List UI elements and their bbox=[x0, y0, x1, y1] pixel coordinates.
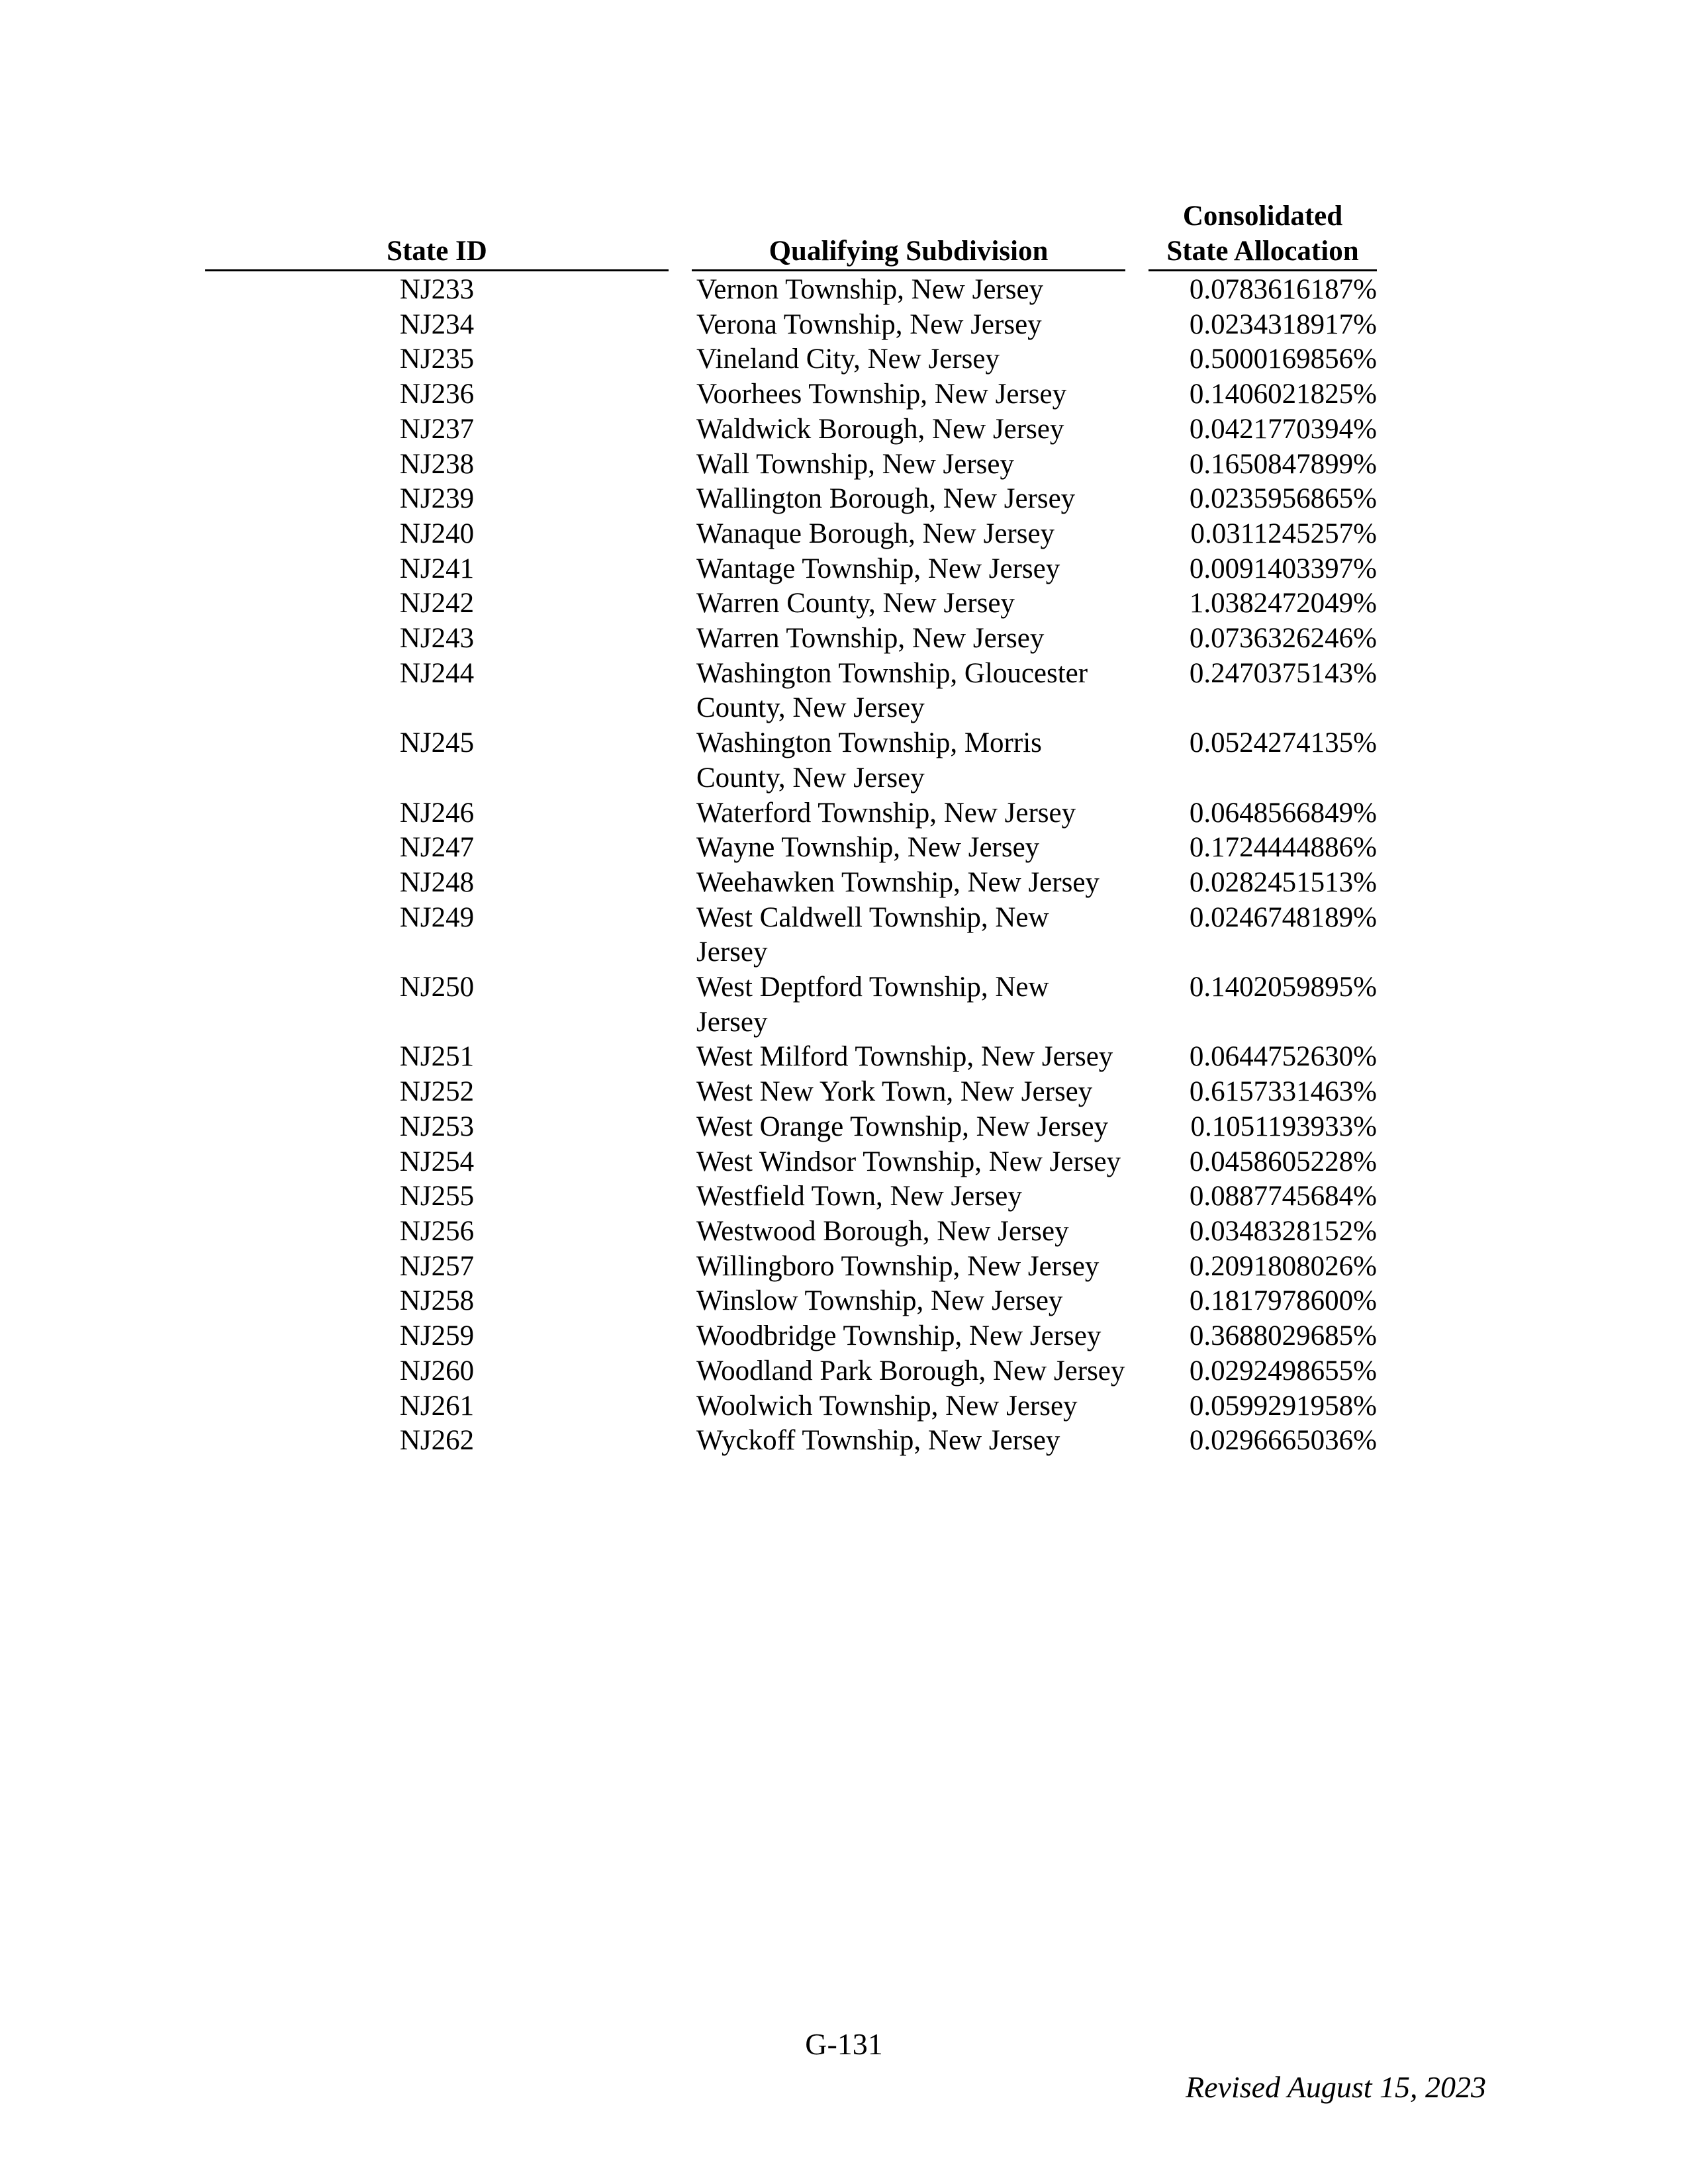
subdivision-cell: Wall Township, New Jersey bbox=[696, 448, 1014, 480]
table-row bbox=[0, 1250, 1688, 1285]
table-row bbox=[0, 1075, 1688, 1110]
allocation-cell: 0.0599291958% bbox=[1189, 1390, 1377, 1422]
state-id-cell: NJ257 bbox=[399, 1250, 475, 1282]
state-id-cell: NJ245 bbox=[399, 727, 475, 759]
header-allocation-line2: State Allocation bbox=[1166, 236, 1359, 267]
table-row bbox=[0, 1110, 1688, 1145]
table-row bbox=[0, 1040, 1688, 1075]
allocation-cell: 0.1406021825% bbox=[1189, 379, 1377, 410]
table-row bbox=[0, 412, 1688, 447]
state-id-cell: NJ246 bbox=[399, 797, 475, 829]
allocation-cell: 0.0348328152% bbox=[1189, 1215, 1377, 1247]
header-rule-state-id bbox=[205, 269, 669, 271]
state-id-cell: NJ253 bbox=[399, 1111, 475, 1142]
subdivision-cell: Wantage Township, New Jersey bbox=[696, 553, 1060, 584]
state-id-cell: NJ239 bbox=[399, 483, 475, 515]
allocation-cell: 0.0235956865% bbox=[1189, 483, 1377, 515]
table-row bbox=[0, 796, 1688, 831]
allocation-cell: 0.2470375143% bbox=[1189, 657, 1377, 689]
allocation-cell: 0.0091403397% bbox=[1189, 553, 1377, 584]
subdivision-cell: Woodbridge Township, New Jersey bbox=[696, 1320, 1102, 1352]
state-id-cell: NJ243 bbox=[399, 623, 475, 655]
state-id-cell: NJ256 bbox=[399, 1215, 475, 1247]
subdivision-cell: Westwood Borough, New Jersey bbox=[696, 1215, 1069, 1247]
table-row bbox=[0, 482, 1688, 517]
table-row bbox=[0, 1214, 1688, 1250]
subdivision-cell: Woolwich Township, New Jersey bbox=[696, 1390, 1078, 1422]
subdivision-cell: Warren County, New Jersey bbox=[696, 588, 1015, 619]
header-rule-allocation bbox=[1149, 269, 1377, 271]
allocation-cell: 0.0282451513% bbox=[1189, 866, 1377, 898]
subdivision-cell: West Windsor Township, New Jersey bbox=[696, 1146, 1121, 1177]
subdivision-cell: Weehawken Township, New Jersey bbox=[696, 866, 1100, 898]
state-id-cell: NJ251 bbox=[399, 1041, 475, 1073]
state-id-cell: NJ244 bbox=[399, 657, 475, 689]
allocation-cell: 0.1650847899% bbox=[1189, 448, 1377, 480]
subdivision-cell: Wallington Borough, New Jersey bbox=[696, 483, 1076, 515]
state-id-cell: NJ236 bbox=[399, 379, 475, 410]
subdivision-cell: Warren Township, New Jersey bbox=[696, 623, 1045, 655]
subdivision-cell: Wanaque Borough, New Jersey bbox=[696, 518, 1055, 549]
revision-date: Revised August 15, 2023 bbox=[1186, 2070, 1486, 2104]
allocation-cell: 0.0644752630% bbox=[1189, 1041, 1377, 1073]
subdivision-cell: Winslow Township, New Jersey bbox=[696, 1285, 1063, 1317]
table-row bbox=[0, 831, 1688, 866]
allocation-cell: 0.1402059895% bbox=[1189, 972, 1377, 1003]
subdivision-cell: West Caldwell Township, New Jersey bbox=[696, 901, 1049, 968]
state-id-cell: NJ234 bbox=[399, 308, 475, 340]
state-id-cell: NJ249 bbox=[399, 901, 475, 933]
subdivision-cell: Washington Township, Gloucester County, New Jersey bbox=[696, 657, 1088, 724]
allocation-cell: 0.0421770394% bbox=[1189, 413, 1377, 445]
allocation-cell: 0.0311245257% bbox=[1190, 518, 1377, 549]
state-id-cell: NJ247 bbox=[399, 832, 475, 864]
allocation-table-body bbox=[0, 273, 1688, 1459]
allocation-cell: 0.0458605228% bbox=[1189, 1146, 1377, 1177]
allocation-cell: 0.5000169856% bbox=[1189, 343, 1377, 375]
allocation-cell: 0.0783616187% bbox=[1189, 274, 1377, 305]
table-row bbox=[0, 1389, 1688, 1424]
table-row bbox=[0, 273, 1688, 308]
table-row bbox=[0, 1319, 1688, 1354]
header-consolidated-state-allocation bbox=[1149, 199, 1377, 269]
table-row bbox=[0, 901, 1688, 970]
subdivision-cell: Wayne Township, New Jersey bbox=[696, 832, 1040, 864]
allocation-cell: 0.0736326246% bbox=[1189, 623, 1377, 655]
subdivision-cell: West Orange Township, New Jersey bbox=[696, 1111, 1109, 1142]
header-rule-subdivision bbox=[692, 269, 1125, 271]
allocation-cell: 0.3688029685% bbox=[1189, 1320, 1377, 1352]
page-number: G-131 bbox=[805, 2027, 883, 2061]
state-id-cell: NJ262 bbox=[399, 1425, 475, 1457]
state-id-cell: NJ242 bbox=[399, 588, 475, 619]
table-row bbox=[0, 1145, 1688, 1180]
state-id-cell: NJ252 bbox=[399, 1076, 475, 1108]
table-row bbox=[0, 1354, 1688, 1389]
subdivision-cell: Westfield Town, New Jersey bbox=[696, 1181, 1022, 1212]
table-row bbox=[0, 586, 1688, 621]
state-id-cell: NJ240 bbox=[399, 518, 475, 549]
allocation-cell: 0.2091808026% bbox=[1189, 1250, 1377, 1282]
allocation-cell: 0.0887745684% bbox=[1189, 1181, 1377, 1212]
state-id-cell: NJ233 bbox=[399, 274, 475, 305]
subdivision-cell: Waldwick Borough, New Jersey bbox=[696, 413, 1064, 445]
subdivision-cell: West Milford Township, New Jersey bbox=[696, 1041, 1113, 1073]
table-row bbox=[0, 552, 1688, 587]
header-allocation-line1: Consolidated bbox=[1182, 201, 1343, 232]
state-id-cell: NJ241 bbox=[399, 553, 475, 584]
subdivision-cell: Voorhees Township, New Jersey bbox=[696, 379, 1067, 410]
allocation-cell: 0.0648566849% bbox=[1189, 797, 1377, 829]
state-id-cell: NJ235 bbox=[399, 343, 475, 375]
allocation-cell: 0.0246748189% bbox=[1189, 901, 1377, 933]
allocation-cell: 0.0234318917% bbox=[1189, 308, 1377, 340]
state-id-cell: NJ254 bbox=[399, 1146, 475, 1177]
state-id-cell: NJ238 bbox=[399, 448, 475, 480]
subdivision-cell: Wyckoff Township, New Jersey bbox=[696, 1425, 1060, 1457]
state-id-cell: NJ258 bbox=[399, 1285, 475, 1317]
state-id-cell: NJ259 bbox=[399, 1320, 475, 1352]
table-row bbox=[0, 377, 1688, 412]
state-id-cell: NJ248 bbox=[399, 866, 475, 898]
subdivision-cell: Vernon Township, New Jersey bbox=[696, 274, 1044, 305]
table-row bbox=[0, 1424, 1688, 1459]
subdivision-cell: Willingboro Township, New Jersey bbox=[696, 1250, 1100, 1282]
subdivision-cell: Washington Township, Morris County, New Jersey bbox=[696, 727, 1042, 794]
table-row bbox=[0, 970, 1688, 1040]
state-id-cell: NJ255 bbox=[399, 1181, 475, 1212]
table-row bbox=[0, 1179, 1688, 1214]
table-row bbox=[0, 1284, 1688, 1319]
table-row bbox=[0, 657, 1688, 726]
header-qualifying-subdivision: Qualifying Subdivision bbox=[769, 236, 1049, 267]
subdivision-cell: West New York Town, New Jersey bbox=[696, 1076, 1093, 1108]
state-id-cell: NJ237 bbox=[399, 413, 475, 445]
state-id-cell: NJ260 bbox=[399, 1355, 475, 1387]
allocation-cell: 0.0296665036% bbox=[1189, 1425, 1377, 1457]
state-id-cell: NJ250 bbox=[399, 972, 475, 1003]
subdivision-cell: Verona Township, New Jersey bbox=[696, 308, 1042, 340]
table-row bbox=[0, 866, 1688, 901]
table-row bbox=[0, 447, 1688, 482]
allocation-cell: 0.1817978600% bbox=[1189, 1285, 1377, 1317]
allocation-cell: 1.0382472049% bbox=[1189, 588, 1377, 619]
table-row bbox=[0, 726, 1688, 796]
allocation-cell: 0.1724444886% bbox=[1189, 832, 1377, 864]
subdivision-cell: West Deptford Township, New Jersey bbox=[696, 972, 1049, 1038]
table-row bbox=[0, 308, 1688, 343]
header-state-id: State ID bbox=[387, 236, 487, 267]
subdivision-cell: Woodland Park Borough, New Jersey bbox=[696, 1355, 1125, 1387]
allocation-cell: 0.6157331463% bbox=[1189, 1076, 1377, 1108]
table-row bbox=[0, 342, 1688, 377]
allocation-cell: 0.0292498655% bbox=[1189, 1355, 1377, 1387]
subdivision-cell: Waterford Township, New Jersey bbox=[696, 797, 1076, 829]
state-id-cell: NJ261 bbox=[399, 1390, 475, 1422]
table-row bbox=[0, 621, 1688, 657]
allocation-cell: 0.1051193933% bbox=[1190, 1111, 1377, 1142]
table-row bbox=[0, 517, 1688, 552]
allocation-cell: 0.0524274135% bbox=[1189, 727, 1377, 759]
subdivision-cell: Vineland City, New Jersey bbox=[696, 343, 1000, 375]
